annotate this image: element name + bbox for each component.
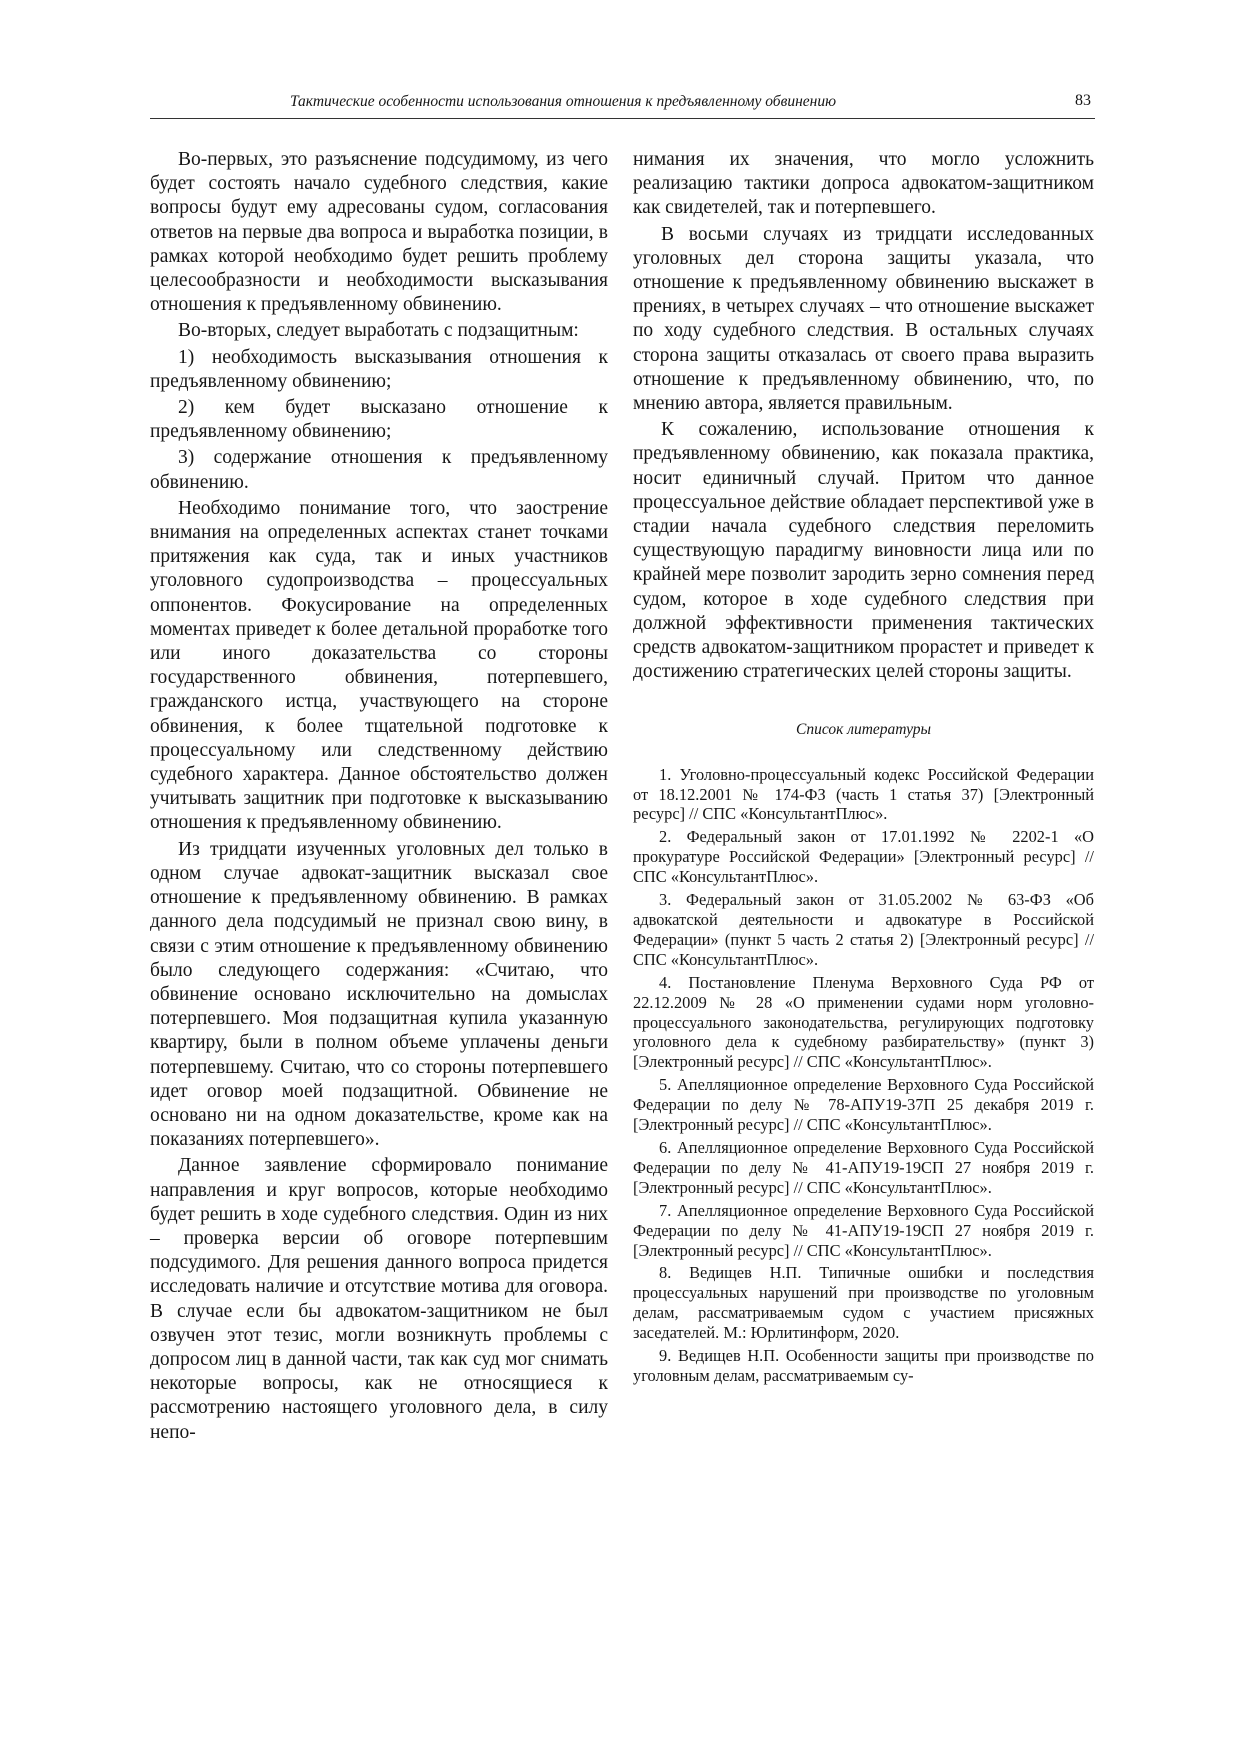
- paragraph: нимания их значения, что могло усложнить реализацию тактики допроса адвокатом-защитником как свидетелей, так и потерпевшего.: [633, 149, 1094, 219]
- reference-item: 5. Апелляционное определение Верховного Суда Российской Федерации по делу № 78-АПУ19-37П 25 декабря 2019 г. [Электронный ресурс] // СПС «КонсультантПлюс».: [633, 1075, 1094, 1135]
- reference-item: 9. Ведищев Н.П. Особенности защиты при производстве по уголовным делам, рассматриваемым су-: [633, 1346, 1094, 1385]
- list-item: 1) необходимость высказывания отношения к предъявленному обвинению;: [150, 346, 608, 392]
- right-column: [633, 148, 1094, 1389]
- reference-item: 7. Апелляционное определение Верховного Суда Российской Федерации по делу № 41-АПУ19-19СП 27 ноября 2019 г. [Электронный ресурс] // СПС «КонсультантПлюс».: [633, 1200, 1094, 1260]
- paragraph: К сожалению, использование отношения к предъявленному обвинению, как показала практика, носит единичный случай. Притом что данное процессуальное действие обладает перспективой уже в стадии начала судебного следствия переломить существующую парадигму виновности лица или по крайней мере позволит зародить зерно сомнения перед судом, которое в ходе судебного следствия при должной эффективности применения тактических средств адвокатом-защитником прорастет и приведет к достижению стратегических целей стороны защиты.: [633, 419, 1094, 683]
- references-list: [633, 765, 1094, 1386]
- page-number: 83: [1075, 92, 1091, 109]
- left-column: [150, 148, 608, 1447]
- list-item: 2) кем будет высказано отношение к предъявленному обвинению;: [150, 397, 608, 443]
- running-title: Тактические особенности использования отношения к предъявленному обвинению: [290, 93, 837, 110]
- running-header: [150, 92, 1095, 119]
- paragraph: Во-первых, это разъяснение подсудимому, из чего будет состоять начало судебного следствия, какие вопросы будут ему адресованы судом, согласования ответов на первые два вопроса и выработка позиции, в рамках которой необходимо будет решить проблему целесообразности и необходимости высказывания отношения к предъявленному обвинению.: [150, 149, 608, 316]
- reference-item: 4. Постановление Пленума Верховного Суда РФ от 22.12.2009 № 28 «О применении судами норм уголовно-процессуального законодательства, регулирующих подготовку уголовного дела к судебному разбирательству» (пункт 3) [Электронный ресурс] // СПС «КонсультантПлюс».: [633, 972, 1094, 1072]
- references-title: Список литературы: [795, 721, 932, 739]
- reference-item: 1. Уголовно-процессуальный кодекс Российской Федерации от 18.12.2001 № 174-ФЗ (часть 1 статья 37) [Электронный ресурс] // СПС «КонсультантПлюс».: [633, 764, 1094, 824]
- list-item: 3) содержание отношения к предъявленному обвинению.: [150, 447, 608, 493]
- paragraph: Необходимо понимание того, что заострение внимания на определенных аспектах станет точками притяжения как суда, так и иных участников уголовного судопроизводства – процессуальных оппонентов. Фокусирование на определенных моментах приведет к более детальной проработке того или иного доказательства со стороны государственного обвинения, потерпевшего, гражданского истца, участвующего на стороне обвинения, к более тщательной подготовке к процессуальному или следственному действию судебного характера. Данное обстоятельство должен учитывать защитник при подготовке к высказыванию отношения к предъявленному обвинению.: [150, 497, 608, 834]
- paragraph: Данное заявление сформировало понимание направления и круг вопросов, которые необходимо будет решить в ходе судебного следствия. Один из них – проверка версии об оговоре потерпевшим подсудимого. Для решения данного вопроса придется исследовать наличие и отсутствие мотива для оговора. В случае если бы адвокатом-защитником не был озвучен этот тезис, могли возникнуть проблемы с допросом лиц в данной части, так как суд мог снимать некоторые вопросы, как не относящиеся к рассмотрению настоящего уголовного дела, в силу непо-: [150, 1155, 608, 1443]
- reference-item: 3. Федеральный закон от 31.05.2002 № 63-ФЗ «Об адвокатской деятельности и адвокатуре в Российской Федерации» (пункт 5 часть 2 статья 2) [Электронный ресурс] // СПС «КонсультантПлюс».: [633, 890, 1094, 969]
- reference-item: 6. Апелляционное определение Верховного Суда Российской Федерации по делу № 41-АПУ19-19СП 27 ноября 2019 г. [Электронный ресурс] // СПС «КонсультантПлюс».: [633, 1137, 1094, 1197]
- reference-item: 8. Ведищев Н.П. Типичные ошибки и последствия процессуальных нарушений при производстве по уголовным делам, рассматриваемым судом с участием присяжных заседателей. М.: Юрлитинформ, 2020.: [633, 1263, 1094, 1343]
- paragraph: Во-вторых, следует выработать с подзащитным:: [178, 320, 579, 342]
- paragraph: В восьми случаях из тридцати исследованных уголовных дел сторона защиты указала, что отношение к предъявленному обвинению выскажет в прениях, в четырех случаях – что отношение выскажет по ходу судебного следствия. В остальных случаях сторона защиты отказалась от своего права выразить отношение к предъявленному обвинению, что, по мнению автора, является правильным.: [633, 223, 1094, 415]
- paragraph: Из тридцати изученных уголовных дел только в одном случае адвокат-защитник высказал свое отношение к предъявленному обвинению. В рамках данного дела подсудимый не признал свою вину, в связи с этим отношение к предъявленному обвинению было следующего содержания: «Считаю, что обвинение основано исключительно на домыслах потерпевшего. Моя подзащитная купила указанную квартиру, были в полном объеме уплачены деньги потерпевшему. Считаю, что со стороны потерпевшего идет оговор моей подзащитной. Обвинение не основано ни на одном доказательстве, кроме как на показаниях потерпевшего».: [150, 838, 608, 1151]
- reference-item: 2. Федеральный закон от 17.01.1992 № 2202-1 «О прокуратуре Российской Федерации» [Электронный ресурс] // СПС «КонсультантПлюс».: [633, 827, 1094, 887]
